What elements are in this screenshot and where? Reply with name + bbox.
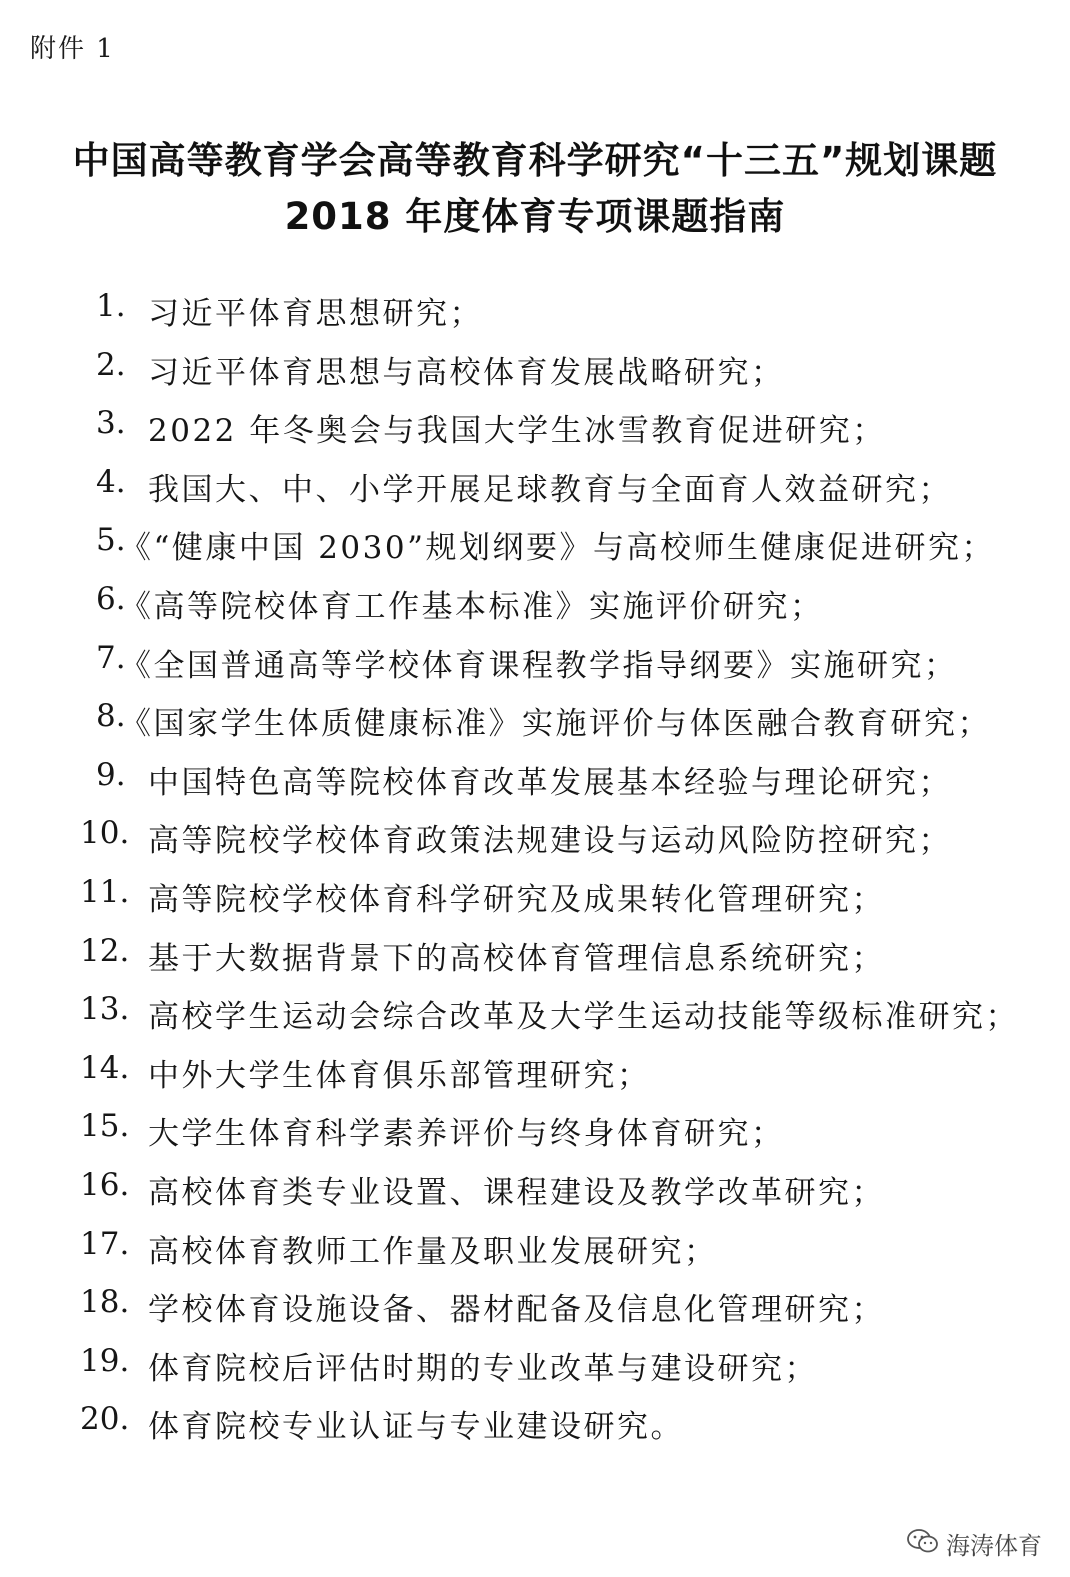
topic-number: 11. — [80, 873, 130, 910]
list-item — [0, 581, 1070, 640]
list-item — [0, 640, 1070, 699]
list-item — [0, 1284, 1070, 1343]
topic-text: 体育院校专业认证与专业建设研究。 — [148, 1409, 684, 1446]
list-item — [0, 874, 1070, 933]
topic-number: 12. — [80, 932, 130, 969]
topic-text: 学校体育设施设备、器材配备及信息化管理研究； — [148, 1292, 885, 1329]
list-item — [0, 522, 1070, 581]
list-item — [0, 288, 1070, 347]
topic-number: 20. — [80, 1401, 130, 1438]
topic-number: 18. — [80, 1284, 130, 1321]
topic-number: 19. — [80, 1342, 130, 1379]
watermark-text: 海涛体育 — [946, 1532, 1042, 1560]
topic-number: 13. — [80, 991, 130, 1028]
topic-text: 我国大、中、小学开展足球教育与全面育人效益研究； — [148, 471, 952, 508]
topic-list — [0, 288, 1070, 1460]
list-item — [0, 757, 1070, 816]
topic-number: 1. — [96, 288, 126, 324]
topic-text: 中外大学生体育俱乐部管理研究； — [148, 1057, 651, 1094]
topic-text: 高校学生运动会综合改革及大学生运动技能等级标准研究； — [148, 999, 1019, 1036]
list-item — [0, 933, 1070, 992]
watermark — [906, 1526, 1042, 1561]
list-item — [0, 1401, 1070, 1460]
document-title-line-1: 中国高等教育学会高等教育科学研究“十三五”规划课题 — [72, 139, 998, 182]
topic-text: 高等院校学校体育科学研究及成果转化管理研究； — [148, 881, 885, 918]
topic-text: 《全国普通高等学校体育课程教学指导纲要》实施研究； — [120, 647, 958, 684]
topic-number: 9. — [96, 756, 126, 793]
topic-text: 中国特色高等院校体育改革发展基本经验与理论研究； — [148, 764, 952, 801]
topic-text: 习近平体育思想研究； — [148, 296, 483, 332]
wechat-icon — [906, 1528, 940, 1560]
topic-number: 7. — [96, 639, 126, 676]
attachment-label: 附件 1 — [30, 34, 115, 64]
topic-text: 大学生体育科学素养评价与终身体育研究； — [148, 1116, 785, 1153]
topic-text: 《国家学生体质健康标准》实施评价与体医融合教育研究； — [120, 706, 991, 743]
list-item — [0, 1343, 1070, 1402]
topic-number: 5. — [96, 522, 126, 559]
topic-text: 高校体育教师工作量及职业发展研究； — [148, 1233, 718, 1270]
topic-number: 10. — [80, 815, 130, 852]
topic-text: 《“健康中国 2030”规划纲要》与高校师生健康促进研究； — [120, 530, 995, 567]
list-item — [0, 1108, 1070, 1167]
topic-text: 高校体育类专业设置、课程建设及教学改革研究； — [148, 1174, 885, 1211]
topic-text: 2022 年冬奥会与我国大学生冰雪教育促进研究； — [148, 413, 886, 450]
topic-number: 4. — [96, 463, 126, 500]
list-item — [0, 991, 1070, 1050]
topic-text: 《高等院校体育工作基本标准》实施评价研究； — [120, 588, 824, 625]
topic-number: 3. — [96, 405, 126, 442]
topic-text: 体育院校后评估时期的专业改革与建设研究； — [148, 1350, 818, 1387]
topic-number: 8. — [96, 698, 126, 735]
list-item — [0, 1050, 1070, 1109]
list-item — [0, 347, 1070, 406]
topic-text: 习近平体育思想与高校体育发展战略研究； — [148, 354, 785, 391]
topic-number: 17. — [80, 1225, 130, 1262]
topic-text: 高等院校学校体育政策法规建设与运动风险防控研究； — [148, 823, 952, 860]
list-item — [0, 815, 1070, 874]
list-item — [0, 698, 1070, 757]
list-item — [0, 1226, 1070, 1285]
topic-number: 2. — [96, 346, 126, 383]
topic-text: 基于大数据背景下的高校体育管理信息系统研究； — [148, 940, 885, 977]
document-title-line-2: 2018 年度体育专项课题指南 — [284, 195, 786, 238]
topic-number: 16. — [80, 1166, 130, 1203]
topic-number: 6. — [96, 580, 126, 617]
list-item — [0, 464, 1070, 523]
topic-number: 15. — [80, 1108, 130, 1145]
list-item — [0, 1167, 1070, 1226]
list-item — [0, 405, 1070, 464]
topic-number: 14. — [80, 1049, 130, 1086]
